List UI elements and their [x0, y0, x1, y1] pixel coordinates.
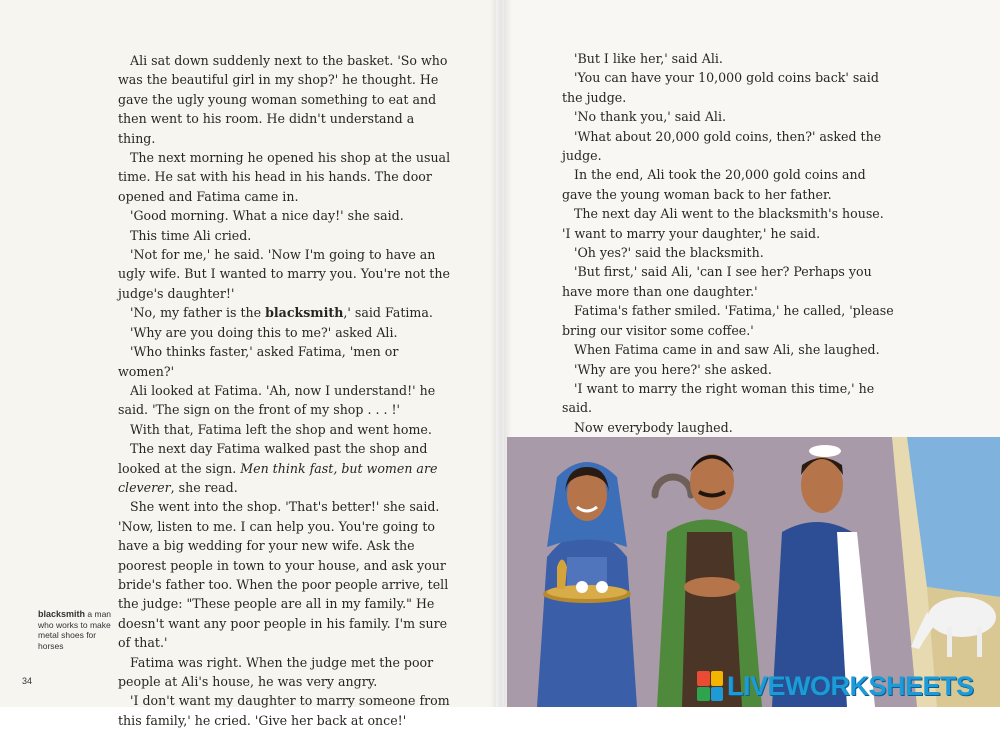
logo-tile	[711, 687, 724, 702]
paragraph: 'But I like her,' said Ali.	[574, 51, 723, 66]
paragraph: The next day Fatima walked past the shop and looked at the sign. Men think fast, but women are cleverer, she read.	[118, 441, 438, 495]
paragraph: When Fatima came in and saw Ali, she laughed.	[574, 342, 880, 358]
paragraph: The next day Ali went to the blacksmith's house. 'I want to marry your daughter,' he said.	[562, 206, 884, 241]
glossary-term-highlight: blacksmith	[265, 305, 344, 321]
paragraph: 'Who thinks faster,' asked Fatima, 'men or women?'	[118, 344, 399, 379]
paragraph: Ali looked at Fatima. 'Ah, now I understand!' he said. 'The sign on the front of my shop . . . !'	[118, 382, 436, 418]
paragraph: 'But first,' said Ali, 'can I see her? Perhaps you have more than one daughter.'	[562, 264, 872, 299]
right-text-column	[562, 49, 895, 476]
paragraph: 'Oh yes?' said the blacksmith.	[574, 245, 764, 261]
paragraph: 'No, my father is the blacksmith,' said Fatima.	[130, 305, 433, 321]
paragraph: 'No thank you,' said Ali.	[574, 109, 726, 125]
paragraph: Fatima was right. When the judge met the poor people at Ali's house, he was very angry.	[118, 654, 434, 689]
page-number: 34	[22, 676, 33, 686]
paragraph: This time Ali cried.	[130, 227, 252, 243]
paragraph: 'Not for me,' he said. 'Now I'm going to have an ugly wife. But I wanted to marry you. You're not the judge's daughter!'	[118, 247, 450, 301]
paragraph: 'Why are you here?' she asked.	[574, 361, 772, 377]
liveworksheets-logo-icon	[697, 671, 723, 701]
watermark-text: LIVEWORKSHEETS	[727, 670, 974, 701]
story-illustration	[507, 437, 1000, 707]
paragraph: Fatima's father smiled. 'Fatima,' he called, 'please bring our visitor some coffee.'	[562, 303, 894, 338]
paragraph: Ali sat down suddenly next to the basket. 'So who was the beautiful girl in my shop?' he thought. He gave the ugly young woman something to eat and then went to his room. He didn't understand a thing.	[118, 53, 448, 146]
paragraph: 'I don't want my daughter to marry someone from this family,' he cried. 'Give her back at once!'	[118, 693, 450, 728]
paragraph: 'I want to marry the right woman this time,' he said.	[562, 380, 875, 416]
logo-tile	[711, 671, 724, 686]
logo-tile	[697, 671, 710, 686]
paragraph: In the end, Ali took the 20,000 gold coins and gave the young woman back to her father.	[562, 167, 866, 202]
paragraph: 'What about 20,000 gold coins, then?' asked the judge.	[562, 128, 882, 164]
sign-text: Men think fast, but women are cleverer	[118, 460, 438, 495]
left-text-column	[118, 51, 451, 730]
paragraph: With that, Fatima left the shop and went home.	[130, 421, 432, 437]
liveworksheets-watermark	[697, 670, 974, 702]
paragraph: 'Why are you doing this to me?' asked Ali.	[130, 324, 398, 340]
glossary-definition: a man who works to make metal shoes for horses	[38, 609, 112, 651]
paragraph: 'Good morning. What a nice day!' she said.	[130, 208, 404, 224]
glossary-term: blacksmith	[38, 609, 86, 619]
paragraph: The next morning he opened his shop at the usual time. He sat with his head in his hands. The door opened and Fatima came in.	[118, 150, 451, 204]
logo-tile	[697, 687, 710, 702]
paragraph: She went into the shop. 'That's better!' she said. 'Now, listen to me. I can help you. You're going to have a big wedding for your new wife. Ask the poorest people in town to your house, and ask your bride's father too. When the poor people arrive, tell the judge: "These people are all in my family." He doesn't want any poor people in his family. I'm sure of that.'	[118, 499, 449, 651]
glossary-note	[38, 609, 114, 651]
paragraph: Now everybody laughed.	[574, 419, 733, 435]
paragraph: 'You can have your 10,000 gold coins back' said the judge.	[562, 70, 879, 105]
